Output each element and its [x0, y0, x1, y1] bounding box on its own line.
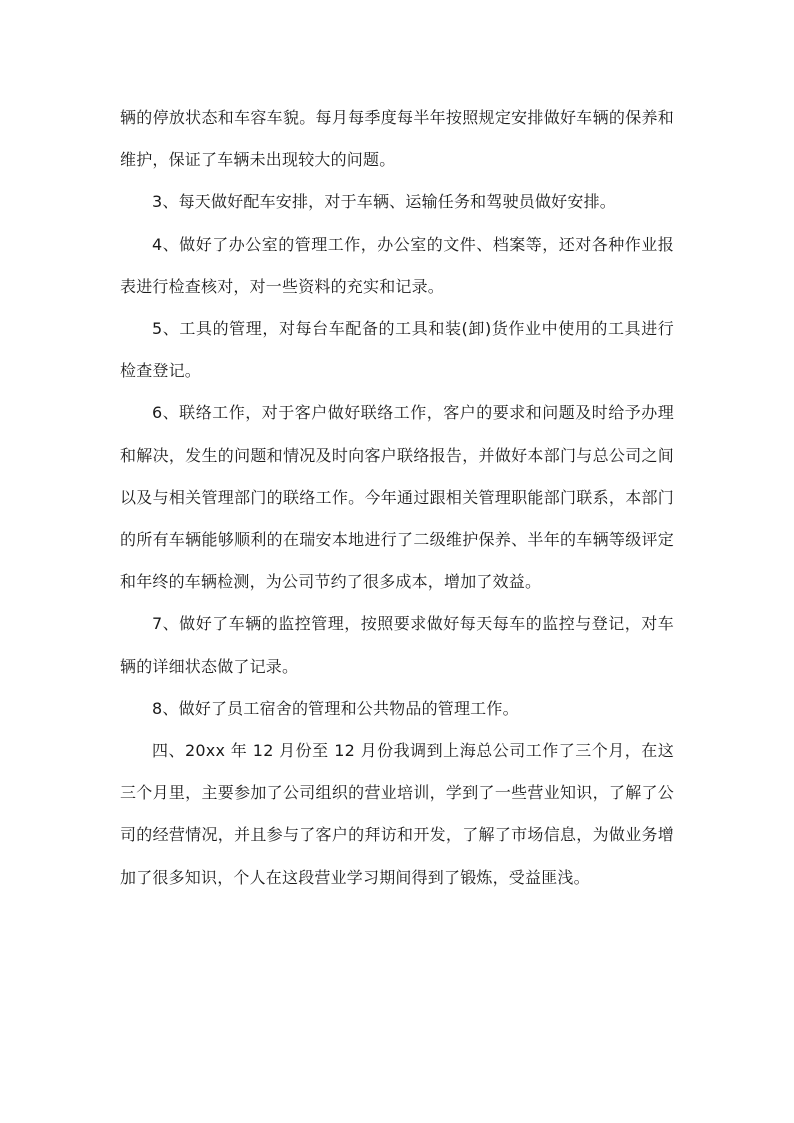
paragraph-3: 4、做好了办公室的管理工作，办公室的文件、档案等，还对各种作业报表进行检查核对，对一些资料的充实和记录。 [120, 234, 674, 296]
paragraph-2: 3、每天做好配车安排，对于车辆、运输任务和驾驶员做好安排。 [152, 192, 616, 212]
document-body [120, 97, 674, 899]
paragraph-7: 8、做好了员工宿舍的管理和公共物品的管理工作。 [152, 698, 519, 718]
paragraph-4: 5、工具的管理，对每台车配备的工具和装(卸)货作业中使用的工具进行检查登记。 [120, 319, 674, 381]
paragraph-1: 辆的停放状态和车容车貌。每月每季度每半年按照规定安排做好车辆的保养和维护，保证了车辆未出现较大的问题。 [120, 108, 674, 170]
paragraph-6: 7、做好了车辆的监控管理，按照要求做好每天每车的监控与登记，对车辆的详细状态做了记录。 [120, 614, 674, 676]
paragraph-8: 四、20xx 年 12 月份至 12 月份我调到上海总公司工作了三个月，在这三个月里，主要参加了公司组织的营业培训，学到了一些营业知识，了解了公司的经营情况，并且参与了客户的拜访和开发，了解了市场信息，为做业务增加了很多知识，个人在这段营业学习期间得到了锻炼，受益匪浅。 [120, 741, 674, 887]
paragraph-5: 6、联络工作，对于客户做好联络工作，客户的要求和问题及时给予办理和解决，发生的问题和情况及时向客户联络报告，并做好本部门与总公司之间以及与相关管理部门的联络工作。今年通过跟相关管理职能部门联系，本部门的所有车辆能够顺利的在瑞安本地进行了二级维护保养、半年的车辆等级评定和年终的车辆检测，为公司节约了很多成本，增加了效益。 [120, 403, 674, 592]
